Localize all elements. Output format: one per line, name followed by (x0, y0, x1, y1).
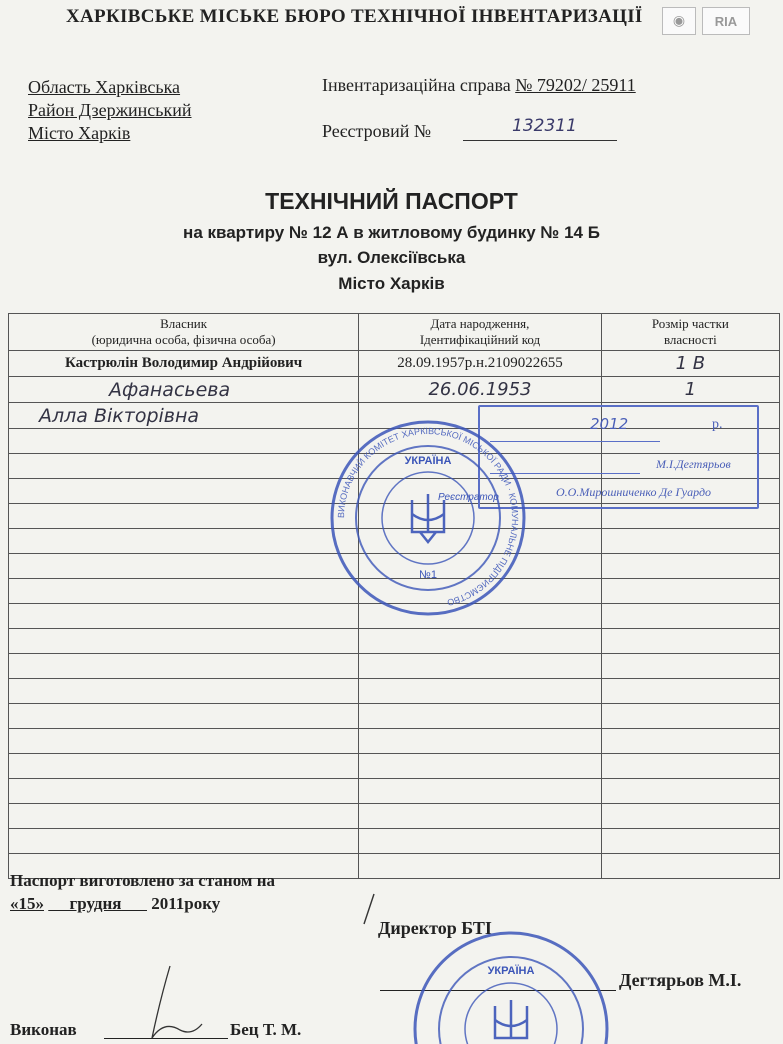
document-title: ТЕХНІЧНИЙ ПАСПОРТ (265, 188, 518, 214)
empty-cell (9, 829, 359, 854)
empty-cell (601, 829, 779, 854)
prepared-year: 2011року (151, 894, 221, 913)
table-row (9, 804, 780, 829)
header-owner: Власник (юридична особа, фізична особа) (9, 314, 359, 351)
empty-cell (9, 479, 359, 504)
empty-cell (601, 529, 779, 554)
executed-signature (130, 960, 220, 1044)
empty-cell (359, 804, 602, 829)
empty-cell (601, 729, 779, 754)
dob-cell: 26.06.1953 (359, 377, 602, 403)
stamp-date-suffix: р. (712, 417, 723, 432)
table-row (9, 829, 780, 854)
stamp-name-2: О.О.Мирошниченко Де Гуардо (556, 485, 712, 499)
empty-cell (601, 854, 779, 879)
empty-cell (9, 454, 359, 479)
empty-cell (601, 629, 779, 654)
empty-cell (601, 804, 779, 829)
empty-cell (601, 754, 779, 779)
empty-cell (359, 679, 602, 704)
prepared-date (10, 894, 220, 914)
seal-ring-text: ВИКОНАВЧИЙ КОМІТЕТ ХАРКІВСЬКОЇ МІСЬКОЇ РАДИ · КОМУНАЛЬНЕ ПІДПРИЄМСТВО (335, 425, 521, 608)
registry-label: Реєстровий № (322, 121, 432, 141)
empty-cell (9, 779, 359, 804)
bottom-seal-country: УКРАЇНА (487, 965, 535, 977)
executed-label: Виконав (10, 1020, 77, 1039)
address-district: Район Дзержинський (28, 100, 192, 120)
empty-cell (359, 754, 602, 779)
empty-cell (9, 554, 359, 579)
share-cell: 1 В (601, 351, 779, 377)
registry-line (463, 140, 617, 141)
header-dob: Дата народження, Ідентифікаційний код (359, 314, 602, 351)
table-row (9, 351, 780, 377)
table-row (9, 779, 780, 804)
empty-cell (359, 729, 602, 754)
empty-cell (9, 679, 359, 704)
share-cell: 1 (601, 377, 779, 403)
owner-cell: Афанасьева (9, 377, 359, 403)
empty-cell (9, 729, 359, 754)
seal-number: №1 (419, 569, 437, 581)
empty-cell (9, 579, 359, 604)
empty-cell (9, 529, 359, 554)
empty-cell (601, 604, 779, 629)
owner-cell: Кастрюлін Володимир Андрійович (9, 351, 359, 377)
inventory-number: № 79202/ 25911 (515, 75, 636, 95)
address-city: Місто Харків (28, 123, 131, 143)
empty-cell (9, 654, 359, 679)
document-subtitle: на квартиру № 12 А в житловому будинку № 14 Б (183, 223, 600, 242)
trident-icon (495, 1000, 527, 1038)
table-row (9, 629, 780, 654)
director-label: Директор БТІ (378, 918, 492, 938)
inventory-label: Інвентаризаційна справа (322, 75, 511, 95)
watermark (662, 6, 752, 36)
bottom-seal (406, 924, 616, 1044)
empty-cell (601, 779, 779, 804)
director-signature (360, 890, 380, 930)
watermark-label: RIA (702, 7, 750, 35)
stamp-name-1: М.І.Дегтярьов (656, 457, 731, 471)
table-row (9, 679, 780, 704)
table-row (9, 729, 780, 754)
document-city: Місто Харків (338, 274, 445, 293)
seal-registrar: Реєстратор (438, 492, 499, 503)
dob-cell: 28.09.1957р.н.2109022655 (359, 351, 602, 377)
table-row (9, 654, 780, 679)
executed-name: Бец Т. М. (230, 1020, 302, 1039)
bureau-header: ХАРКІВСЬКЕ МІСЬКЕ БЮРО ТЕХНІЧНОЇ ІНВЕНТАРИЗАЦІЇ (66, 6, 643, 27)
eye-icon: ◉ (662, 7, 696, 35)
owner-cell: Алла Вікторівна (9, 403, 359, 429)
empty-cell (9, 804, 359, 829)
empty-cell (601, 579, 779, 604)
empty-cell (9, 429, 359, 454)
table-row (9, 377, 780, 403)
table-row (9, 754, 780, 779)
empty-cell (601, 679, 779, 704)
seal-country: УКРАЇНА (404, 455, 452, 467)
empty-cell (359, 854, 602, 879)
header-share: Розмір частки власності (601, 314, 779, 351)
empty-cell (9, 704, 359, 729)
registry-number: 132311 (512, 116, 577, 136)
stamp-date-year: 2012 (590, 415, 629, 433)
empty-cell (601, 654, 779, 679)
empty-cell (9, 754, 359, 779)
prepared-day: «15» (10, 894, 44, 913)
table-row (9, 704, 780, 729)
empty-cell (359, 629, 602, 654)
director-name: Дегтярьов М.І. (619, 970, 742, 990)
empty-cell (359, 654, 602, 679)
empty-cell (9, 629, 359, 654)
empty-cell (9, 504, 359, 529)
empty-cell (359, 829, 602, 854)
empty-cell (601, 554, 779, 579)
document-street: вул. Олексіївська (317, 248, 466, 267)
empty-cell (601, 704, 779, 729)
empty-cell (359, 704, 602, 729)
prepared-month: грудня (69, 894, 122, 913)
prepared-label: Паспорт виготовлено за станом на (10, 871, 276, 890)
address-region: Область Харківська (28, 77, 181, 97)
empty-cell (9, 604, 359, 629)
table-header-row (9, 314, 780, 351)
empty-cell (359, 779, 602, 804)
inventory-case (322, 75, 636, 96)
round-seal (328, 418, 528, 618)
